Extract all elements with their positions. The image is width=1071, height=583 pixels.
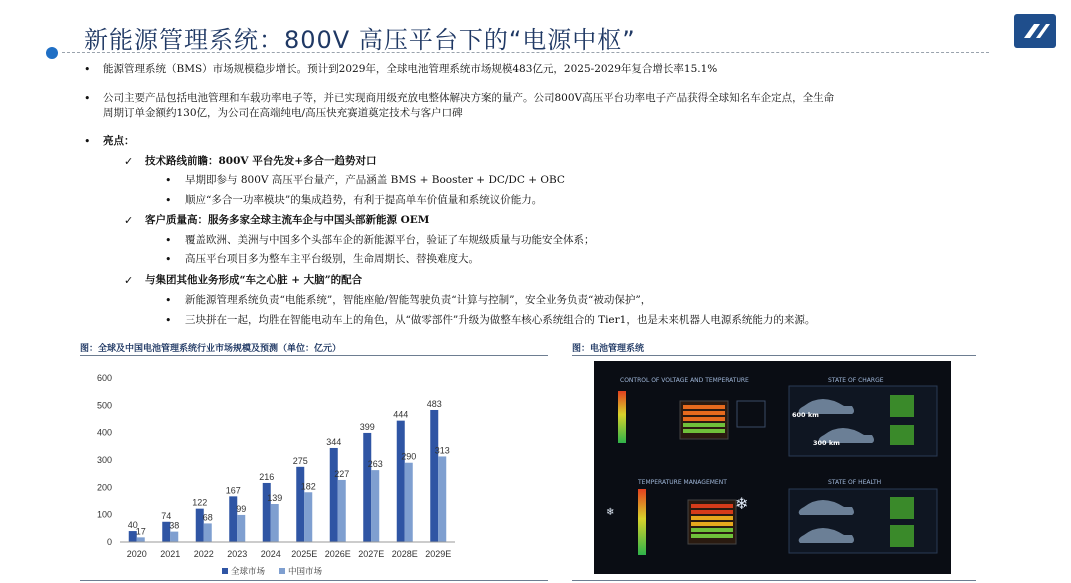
tech-highlight-item-1: 早期即参与 800V 高压平台量产，产品涵盖 BMS + Booster + DC/DC + OBC xyxy=(185,174,565,186)
legend-label: 中国市场 xyxy=(288,567,323,577)
title-bullet-dot xyxy=(46,47,58,59)
data-label: 38 xyxy=(169,520,180,531)
battery-terminal-icon xyxy=(737,401,765,427)
panel-title-voltage: CONTROL OF VOLTAGE AND TEMPERATURE xyxy=(620,377,749,384)
bar-china-market xyxy=(170,532,178,542)
legend-label: 全球市场 xyxy=(231,567,266,577)
chart-caption: 图：全球及中国电池管理系统行业市场规模及预测（单位：亿元） xyxy=(80,344,342,354)
bar-china-market xyxy=(237,515,245,542)
data-label: 313 xyxy=(434,445,450,456)
y-tick-label: 300 xyxy=(96,455,112,465)
y-tick-label: 600 xyxy=(96,373,112,383)
data-label: 444 xyxy=(393,409,409,420)
bar-china-market xyxy=(438,456,446,542)
sub-bullet-dot: • xyxy=(165,234,172,247)
x-axis xyxy=(120,542,455,559)
data-label: 290 xyxy=(401,451,417,462)
y-tick-label: 100 xyxy=(96,509,112,520)
products-bullet-text-line1: 公司主要产品包括电池管理和车载功率电子等，并已实现商用级充放电整体解决方案的量产。公司800V高压平台功率电子产品获得全球知名车企定点，全生命 xyxy=(103,92,835,104)
data-label: 275 xyxy=(292,455,308,466)
checkmark-icon: ✓ xyxy=(124,155,134,168)
x-tick-label: 2022 xyxy=(193,549,214,559)
products-bullet-text-line2: 周期订单金额约130亿，为公司在高端纯电/高压快充赛道奠定技术与客户口碑 xyxy=(103,107,463,119)
sub-bullet-dot: • xyxy=(165,314,172,327)
chart-legend xyxy=(222,566,323,577)
tech-highlight-item-2: 顺应“多合一功率模块”的集成趋势，有利于提高单车价值量和系统议价能力。 xyxy=(185,194,543,206)
data-label: 99 xyxy=(236,503,247,514)
chart-caption-rule xyxy=(80,355,548,356)
x-tick-label: 2027E xyxy=(358,549,385,559)
checkmark-icon: ✓ xyxy=(124,214,134,227)
chart-bottom-rule xyxy=(80,580,548,581)
bar-china-market xyxy=(371,470,379,542)
state-of-charge-panel xyxy=(789,377,937,456)
state-of-health-panel xyxy=(789,479,937,553)
group-highlight-item-2: 三块拼在一起，均胜在智能电动车上的角色，从“做零部件”升级为做整车核心系统组合的 Tier1，也是未来机器人电源系统能力的来源。 xyxy=(185,314,816,326)
data-label: 68 xyxy=(202,512,213,523)
data-label: 227 xyxy=(334,468,350,479)
data-label: 216 xyxy=(259,471,275,482)
panel-title-temperature: TEMPERATURE MANAGEMENT xyxy=(638,479,727,486)
x-tick-label: 2020 xyxy=(126,549,147,559)
battery-management-diagram xyxy=(594,361,951,574)
title-divider xyxy=(62,52,989,53)
data-label: 399 xyxy=(359,421,375,432)
legend-swatch xyxy=(222,568,228,574)
sub-bullet-dot: • xyxy=(165,253,172,266)
y-axis xyxy=(97,373,112,547)
data-label: 483 xyxy=(426,398,442,409)
x-tick-label: 2026E xyxy=(324,549,351,559)
data-label: 182 xyxy=(300,481,316,492)
voltage-temperature-panel xyxy=(618,377,765,443)
bullet-dot: • xyxy=(84,63,91,76)
y-tick-label: 400 xyxy=(96,427,112,438)
bar-china-market xyxy=(338,480,346,542)
data-label: 344 xyxy=(326,436,342,447)
tech-highlight-title: 技术路线前瞻：800V 平台先发+多合一趋势对口 xyxy=(145,155,377,167)
legend-swatch xyxy=(279,568,285,574)
market-size-bar-chart xyxy=(80,362,550,578)
sub-bullet-dot: • xyxy=(165,294,172,307)
company-logo-icon xyxy=(1012,12,1058,50)
range-300-label: 300 km xyxy=(813,439,840,447)
bar-china-market xyxy=(405,463,413,542)
panel-title-health: STATE OF HEALTH xyxy=(828,479,882,486)
snowflake-icon: ❄ xyxy=(606,507,615,518)
sub-bullet-dot: • xyxy=(165,194,172,207)
bar-global-market xyxy=(397,421,405,542)
y-tick-label: 500 xyxy=(96,400,112,411)
highlights-label: 亮点： xyxy=(103,135,135,147)
data-label: 40 xyxy=(127,520,138,531)
bullet-dot: • xyxy=(84,135,91,148)
bar-china-market xyxy=(137,537,145,542)
market-bullet-text: 能源管理系统（BMS）市场规模稳步增长。预计到2029年，全球电池管理系统市场规模483亿元，2025-2029年复合增长率15.1% xyxy=(103,63,718,75)
data-label: 167 xyxy=(225,485,241,496)
data-label: 17 xyxy=(135,526,146,537)
y-tick-label: 200 xyxy=(96,482,112,493)
data-label: 74 xyxy=(161,510,172,521)
diagram-caption-rule xyxy=(572,355,976,356)
bar-global-market xyxy=(263,483,271,542)
x-tick-label: 2028E xyxy=(391,549,418,559)
group-highlight-title: 与集团其他业务形成“车之心脏 + 大脑”的配合 xyxy=(145,274,363,286)
customer-highlight-item-1: 覆盖欧洲、美洲与中国多个头部车企的新能源平台，验证了车规级质量与功能安全体系； xyxy=(185,234,595,246)
checkmark-icon: ✓ xyxy=(124,274,134,287)
panel-title-charge: STATE OF CHARGE xyxy=(828,377,884,384)
x-tick-label: 2021 xyxy=(160,549,181,559)
bar-global-market xyxy=(363,433,371,542)
temperature-management-panel xyxy=(606,479,748,555)
data-label: 263 xyxy=(367,459,383,470)
bar-china-market xyxy=(271,504,279,542)
x-tick-label: 2023 xyxy=(227,549,248,559)
bullet-dot: • xyxy=(84,92,91,105)
customer-highlight-item-2: 高压平台项目多为整车主平台级别，生命周期长、替换难度大。 xyxy=(185,253,479,265)
bar-global-market xyxy=(430,410,438,542)
data-label: 122 xyxy=(192,497,208,508)
x-tick-label: 2029E xyxy=(425,549,452,559)
thermometer-icon xyxy=(638,489,646,555)
sub-bullet-dot: • xyxy=(165,174,172,187)
customer-highlight-title: 客户质量高：服务多家全球主流车企与中国头部新能源 OEM xyxy=(145,214,430,226)
y-tick-label: 0 xyxy=(106,537,112,547)
data-label: 139 xyxy=(267,493,283,504)
bars-group xyxy=(128,399,450,542)
thermometer-icon xyxy=(618,391,626,443)
bar-china-market xyxy=(204,523,212,542)
range-600-label: 600 km xyxy=(792,411,819,419)
bar-global-market xyxy=(330,448,338,542)
page-title: 新能源管理系统：800V 高压平台下的“电源中枢” xyxy=(84,26,636,54)
x-tick-label: 2024 xyxy=(260,549,281,559)
snowflake-icon: ❄ xyxy=(735,494,749,513)
bar-china-market xyxy=(304,492,312,542)
diagram-caption: 图：电池管理系统 xyxy=(572,344,645,354)
x-tick-label: 2025E xyxy=(291,549,318,559)
group-highlight-item-1: 新能源管理系统负责“电能系统”，智能座舱/智能驾驶负责“计算与控制”，安全业务负责“被动保护”， xyxy=(185,294,652,306)
diagram-bottom-rule xyxy=(572,580,976,581)
bar-global-market xyxy=(296,467,304,542)
